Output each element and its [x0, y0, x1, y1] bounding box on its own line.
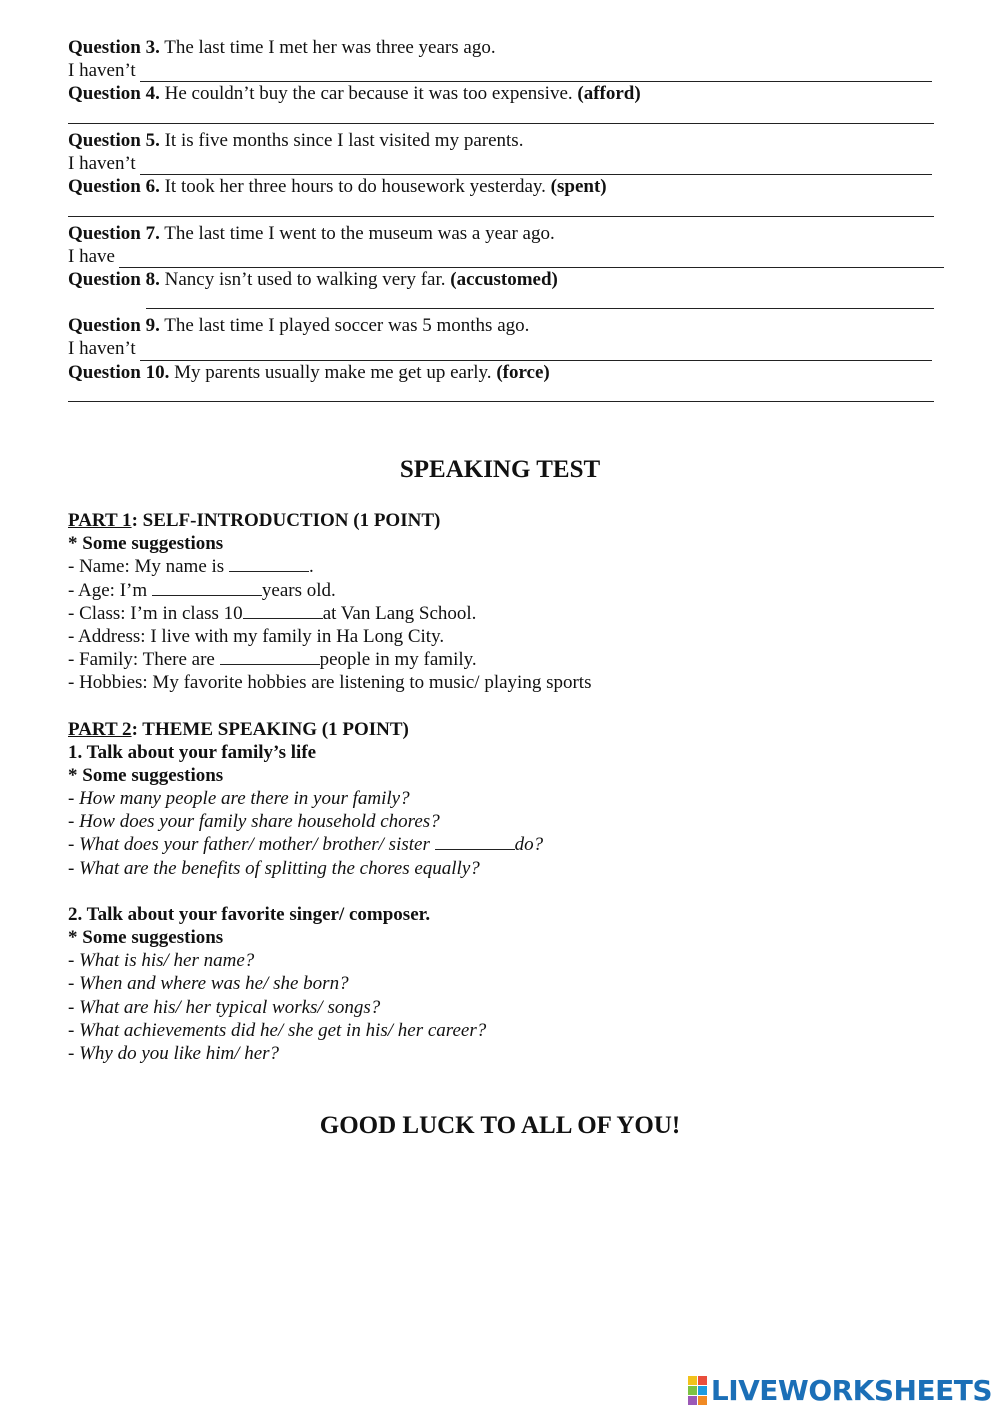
liveworksheets-logo-icon	[688, 1376, 707, 1405]
question-7: Question 7. The last time I went to the museum was a year ago.	[68, 222, 555, 244]
topic2-question-4: - What achievements did he/ she get in his/ her career?	[68, 1019, 487, 1041]
topic2-question-2: - When and where was he/ she born?	[68, 973, 349, 995]
answer-3[interactable]: I haven’t	[68, 59, 940, 82]
liveworksheets-logo[interactable]	[688, 1374, 992, 1407]
part1-age: - Age: I’m years old.	[68, 579, 336, 601]
answer-5[interactable]: I haven’t	[68, 152, 940, 175]
answer-3-blank[interactable]	[140, 64, 932, 82]
answer-10[interactable]	[68, 384, 940, 407]
part1-address: - Address: I live with my family in Ha Long City.	[68, 625, 445, 647]
topic1-question-1: - How many people are there in your family?	[68, 788, 410, 810]
answer-8[interactable]	[68, 291, 940, 314]
question-9: Question 9. The last time I played soccer was 5 months ago.	[68, 315, 530, 337]
class-blank[interactable]	[243, 602, 323, 619]
answer-7-blank[interactable]	[119, 250, 944, 268]
speaking-part-1	[68, 509, 948, 1065]
topic2-question-3: - What are his/ her typical works/ songs?	[68, 996, 381, 1018]
answer-7[interactable]: I have	[68, 245, 944, 268]
speaking-test-title: SPEAKING TEST	[399, 456, 601, 483]
question-5: Question 5. It is five months since I last visited my parents.	[68, 129, 524, 151]
answer-9[interactable]: I haven’t	[68, 337, 940, 360]
part1-family: - Family: There are people in my family.	[68, 649, 477, 671]
liveworksheets-wordmark: LIVEWORKSHEETS	[710, 1374, 992, 1407]
part1-heading: PART 1: SELF-INTRODUCTION (1 POINT)	[68, 510, 441, 531]
topic1-question-3: - What does your father/ mother/ brother/ sister do?	[68, 834, 544, 856]
answer-4[interactable]	[68, 106, 940, 129]
question-8: Question 8. Nancy isn’t used to walking very far. (accustomed)	[68, 268, 558, 290]
answer-5-blank[interactable]	[140, 157, 932, 175]
part1-suggestions-label: * Some suggestions	[68, 533, 224, 555]
topic2-question-5: - Why do you like him/ her?	[68, 1042, 280, 1064]
closing-message: GOOD LUCK TO ALL OF YOU!	[319, 1112, 681, 1139]
topic1-question-4: - What are the benefits of splitting the chores equally?	[68, 857, 480, 879]
age-blank[interactable]	[152, 579, 262, 596]
part2-topic-1: 1. Talk about your family’s life	[68, 741, 317, 763]
name-blank[interactable]	[229, 555, 309, 572]
member-blank[interactable]	[435, 833, 515, 850]
part1-name: - Name: My name is .	[68, 556, 314, 578]
answer-6[interactable]	[68, 198, 940, 221]
part2-suggestions-label-2: * Some suggestions	[68, 927, 224, 948]
question-4: Question 4. He couldn’t buy the car because it was too expensive. (afford)	[68, 83, 641, 105]
answer-9-blank[interactable]	[140, 343, 932, 361]
topic1-question-2: - How does your family share household chores?	[68, 811, 440, 833]
part2-suggestions-label-1: * Some suggestions	[68, 764, 224, 786]
part1-hobbies: - Hobbies: My favorite hobbies are listening to music/ playing sports	[68, 672, 592, 694]
question-6: Question 6. It took her three hours to do housework yesterday. (spent)	[68, 176, 607, 198]
family-blank[interactable]	[220, 648, 320, 665]
question-3: Question 3. The last time I met her was three years ago.	[68, 37, 496, 58]
part2-topic-2: 2. Talk about your favorite singer/ composer.	[68, 903, 431, 925]
question-10: Question 10. My parents usually make me get up early. (force)	[68, 361, 550, 383]
rewrite-section	[68, 36, 940, 407]
part1-class: - Class: I’m in class 10 at Van Lang School.	[68, 602, 477, 624]
topic2-question-1: - What is his/ her name?	[68, 950, 255, 972]
part2-heading: PART 2: THEME SPEAKING (1 POINT)	[68, 718, 409, 740]
